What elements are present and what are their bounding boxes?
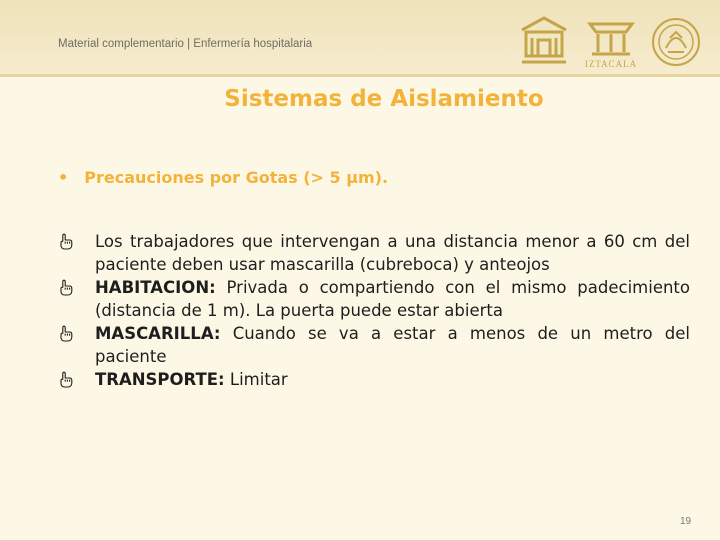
- list-item: [58, 322, 690, 368]
- pointing-hand-icon: [58, 368, 95, 391]
- item-label: HABITACION:: [95, 278, 216, 297]
- pointing-hand-icon: [58, 276, 95, 299]
- slide-title: Sistemas de Aislamiento: [224, 86, 544, 112]
- bullet-list: [58, 230, 690, 391]
- list-item: [58, 230, 690, 276]
- item-label: TRANSPORTE:: [95, 370, 225, 389]
- item-text: Limitar: [224, 370, 288, 389]
- header-divider: [0, 74, 720, 77]
- header-text: Material complementario | Enfermería hospitalaria: [58, 38, 313, 50]
- list-item: [58, 276, 690, 322]
- list-item: [58, 368, 690, 391]
- pointing-hand-icon: [58, 322, 95, 345]
- page-number: 19: [680, 516, 692, 527]
- unam-seal: [650, 14, 702, 70]
- item-label: MASCARILLA:: [95, 324, 221, 343]
- bullet-dot-icon: •: [58, 168, 69, 187]
- pointing-hand-icon: [58, 230, 95, 253]
- item-text: Privada o compartiendo con el mismo padecimiento (distancia de 1 m). La puerta puede estar abierta: [95, 278, 690, 320]
- iztacala-caption: IZTACALA: [584, 59, 638, 69]
- subheading-text: Precauciones por Gotas (> 5 µm).: [84, 168, 389, 187]
- subheading: [58, 168, 388, 187]
- item-text: Los trabajadores que intervengan a una distancia menor a 60 cm del paciente deben usar mascarilla (cubreboca) y anteojos: [95, 232, 690, 274]
- item-text: Cuando se va a estar a menos de un metro del paciente: [95, 324, 690, 366]
- iztacala-logo: [582, 14, 640, 70]
- fes-logo: [518, 14, 570, 70]
